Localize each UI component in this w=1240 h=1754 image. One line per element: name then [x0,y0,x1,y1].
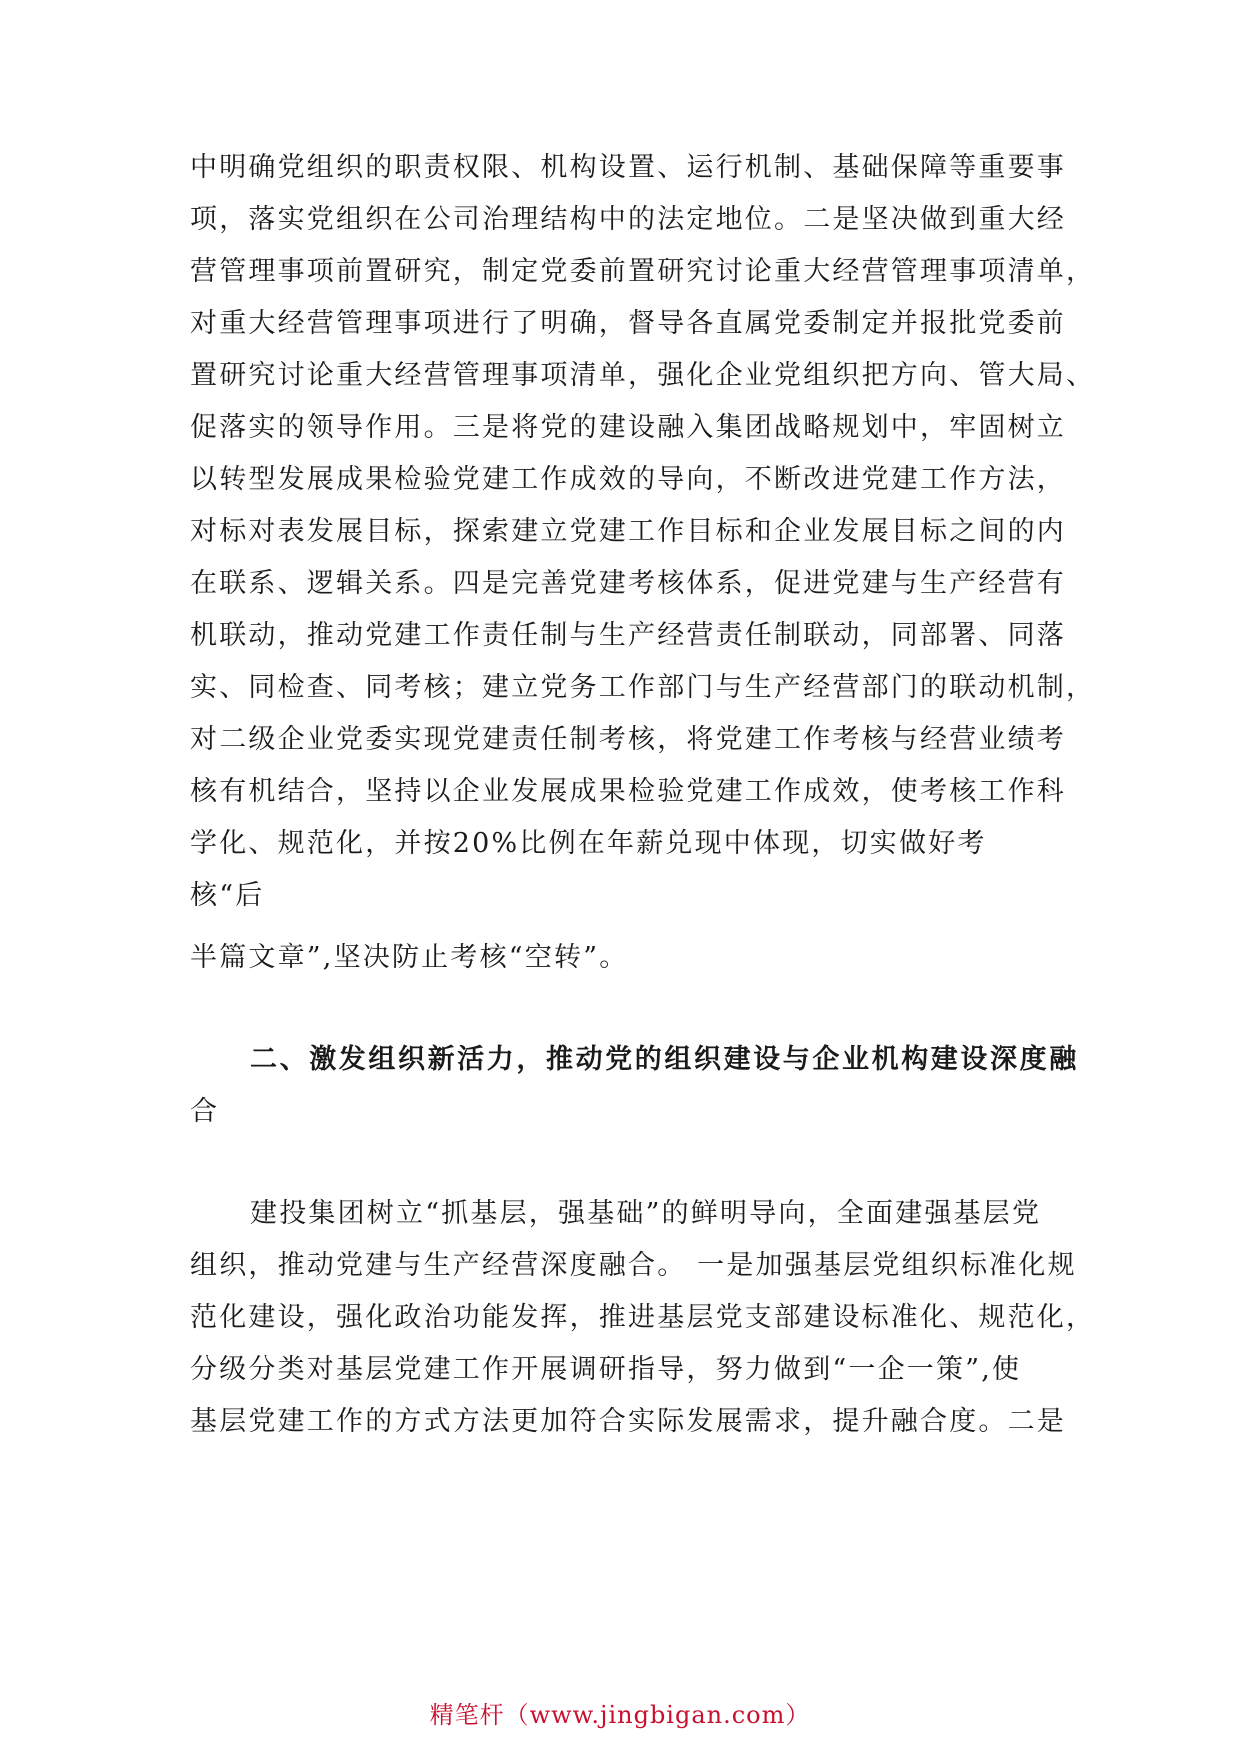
paragraph-line: 建投集团树立“抓基层，强基础”的鲜明导向，全面建强基层党 [250,1198,1042,1229]
section-heading-continuation: 合 [190,1096,220,1127]
paragraph-line: 中明确党组织的职责权限、机构设置、运行机制、基础保障等重要事 [190,152,1066,183]
paragraph-line: 营管理事项前置研究，制定党委前置研究讨论重大经营管理事项清单， [190,256,1096,287]
paragraph-line: 基层党建工作的方式方法更加符合实际发展需求，提升融合度。二是 [190,1406,1066,1437]
footer-watermark: 精笔杆（www.jingbigan.com） [429,1701,811,1729]
paragraph-line: 分级分类对基层党建工作开展调研指导，努力做到“一企一策”,使 [190,1354,1022,1385]
paragraph-line: 以转型发展成果检验党建工作成效的导向，不断改进党建工作方法， [190,464,1066,495]
paragraph-line: 组织，推动党建与生产经营深度融合。 一是加强基层党组织标准化规 [190,1250,1077,1281]
paragraph-line: 实、同检查、同考核；建立党务工作部门与生产经营部门的联动机制， [190,672,1096,703]
section-heading: 二、激发组织新活力，推动党的组织建设与企业机构建设深度融 [250,1044,1079,1075]
paragraph-line: 对二级企业党委实现党建责任制考核，将党建工作考核与经营业绩考 [190,724,1066,755]
paragraph-line: 对标对表发展目标，探索建立党建工作目标和企业发展目标之间的内 [190,516,1066,547]
paragraph-line: 机联动，推动党建工作责任制与生产经营责任制联动，同部署、同落 [190,620,1066,651]
paragraph-line: 半篇文章”,坚决防止考核“空转”。 [190,942,629,973]
paragraph-line: 范化建设，强化政治功能发挥，推进基层党支部建设标准化、规范化， [190,1302,1096,1333]
paragraph-line: 核“后 [190,880,265,911]
paragraph-line: 核有机结合，坚持以企业发展成果检验党建工作成效，使考核工作科 [190,776,1066,807]
paragraph-line: 在联系、逻辑关系。四是完善党建考核体系，促进党建与生产经营有 [190,568,1066,599]
paragraph-line: 置研究讨论重大经营管理事项清单，强化企业党组织把方向、管大局、 [190,360,1096,391]
paragraph-line: 学化、规范化，并按20%比例在年薪兑现中体现，切实做好考 [190,828,987,859]
paragraph-line: 促落实的领导作用。三是将党的建设融入集团战略规划中，牢固树立 [190,412,1066,443]
paragraph-line: 项，落实党组织在公司治理结构中的法定地位。二是坚决做到重大经 [190,204,1066,235]
paragraph-line: 对重大经营管理事项进行了明确，督导各直属党委制定并报批党委前 [190,308,1066,339]
